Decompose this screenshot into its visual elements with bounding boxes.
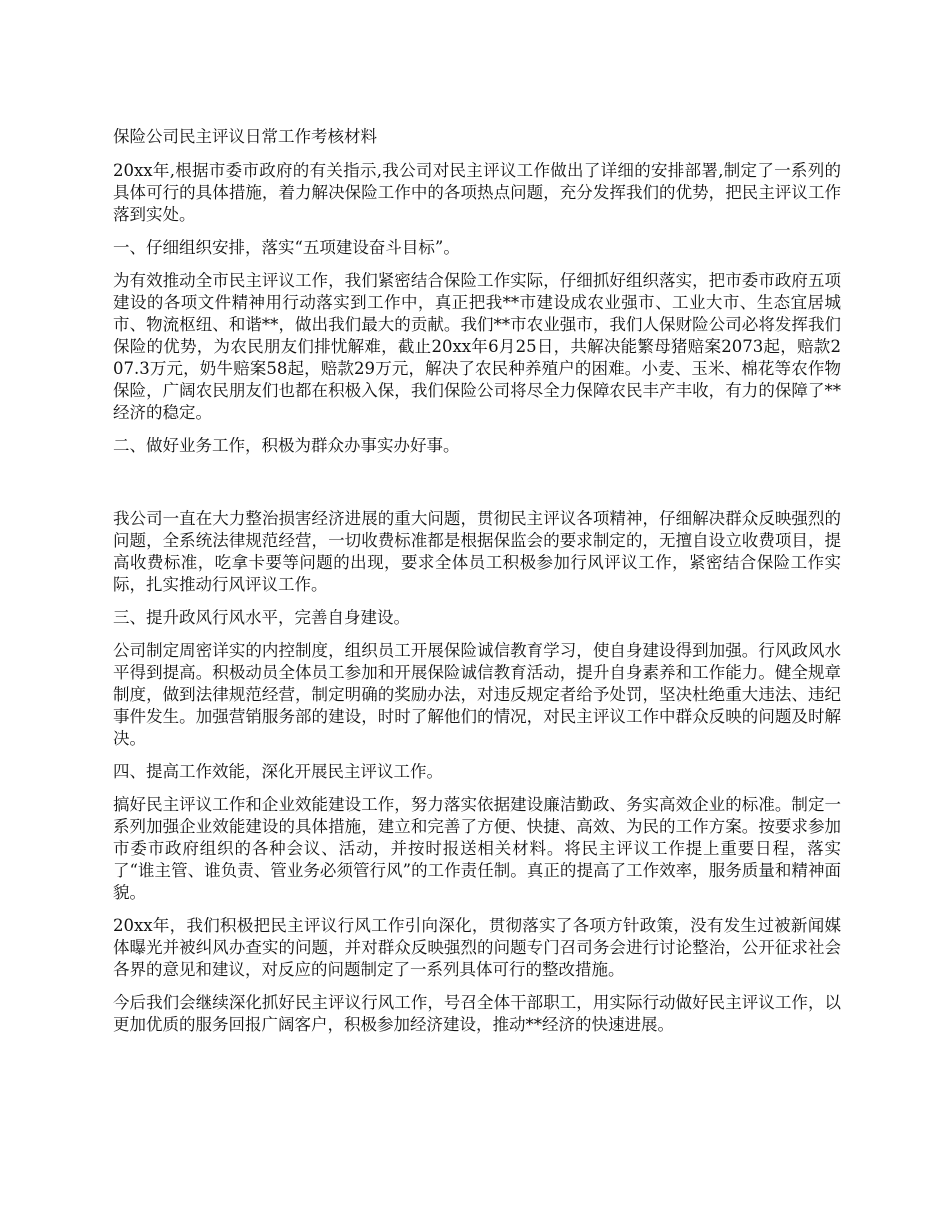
- section-4-heading: 四、提高工作效能，深化开展民主评议工作。: [113, 762, 443, 781]
- section-3-body: 公司制定周密详实的内控制度，组织员工开展保险诚信教育学习，使自身建设得到加强。行风政风水平得到提高。积极动员全体员工参加和开展保险诚信教育活动，提升自身素养和工作能力。健全规章制度，做到法律规范经营，制定明确的奖励办法，对违反规定者给予处罚，坚决杜绝重大违法、违纪事件发生。加强营销服务部的建设，时时了解他们的情况，对民主评议工作中群众反映的问题及时解决。: [113, 641, 841, 748]
- blank-gap: [113, 468, 841, 508]
- section-3-heading: 三、提升政风行风水平，完善自身建设。: [113, 608, 410, 627]
- document-title: 保险公司民主评议日常工作考核材料: [113, 127, 377, 146]
- section-1-body: 为有效推动全市民主评议工作，我们紧密结合保险工作实际，仔细抓好组织落实，把市委市政府五项建设的各项文件精神用行动落实到工作中，真正把我**市建设成农业强市、工业大市、生态宜居城市、物流枢纽、和谐**，做出我们最大的贡献。我们**市农业强市，我们人保财险公司必将发挥我们保险的优势，为农民朋友们排忧解难，截止20xx年6月25日，共解决能繁母猪赔案2073起，赔款207.3万元，奶牛赔案58起，赔款29万元，解决了农民种养殖户的困难。小麦、玉米、棉花等农作物保险，广阔农民朋友们也都在积极入保，我们保险公司将尽全力保障农民丰产丰收，有力的保障了**经济的稳定。: [113, 271, 841, 422]
- closing-paragraph-1: 20xx年，我们积极把民主评议行风工作引向深化，贯彻落实了各项方针政策，没有发生过被新闻媒体曝光并被纠风办查实的问题，并对群众反映强烈的问题专门召司务会进行讨论整治，公开征求社会各界的意见和建议，对反应的问题制定了一系列具体可行的整改措施。: [113, 916, 841, 979]
- section-4-body: 搞好民主评议工作和企业效能建设工作，努力落实依据建设廉洁勤政、务实高效企业的标准。制定一系列加强企业效能建设的具体措施，建立和完善了方便、快捷、高效、为民的工作方案。按要求参加市委市政府组织的各种会议、活动，并按时报送相关材料。将民主评议工作提上重要日程，落实了“谁主管、谁负责、管业务必须管行风”的工作责任制。真正的提高了工作效率，服务质量和精神面貌。: [113, 795, 841, 902]
- section-1-heading: 一、仔细组织安排，落实“五项建设奋斗目标”。: [113, 238, 460, 257]
- section-2-heading: 二、做好业务工作，积极为群众办事实办好事。: [113, 436, 460, 455]
- closing-paragraph-2: 今后我们会继续深化抓好民主评议行风工作，号召全体干部职工，用实际行动做好民主评议工作，以更加优质的服务回报广阔客户，积极参加经济建设，推动**经济的快速进展。: [113, 993, 841, 1034]
- document-page: [113, 126, 841, 1047]
- section-2-body: 我公司一直在大力整治损害经济进展的重大问题，贯彻民主评议各项精神，仔细解决群众反映强烈的问题，全系统法律规范经营，一切收费标准都是根据保监会的要求制定的，无擅自设立收费项目，提高收费标准，吃拿卡要等问题的出现，要求全体员工积极参加行风评议工作，紧密结合保险工作实际，扎实推动行风评议工作。: [113, 509, 841, 594]
- intro-paragraph: 20xx年,根据市委市政府的有关指示,我公司对民主评议工作做出了详细的安排部署,制定了一系列的具体可行的具体措施，着力解决保险工作中的各项热点问题，充分发挥我们的优势，把民主评议工作落到实处。: [113, 161, 841, 224]
